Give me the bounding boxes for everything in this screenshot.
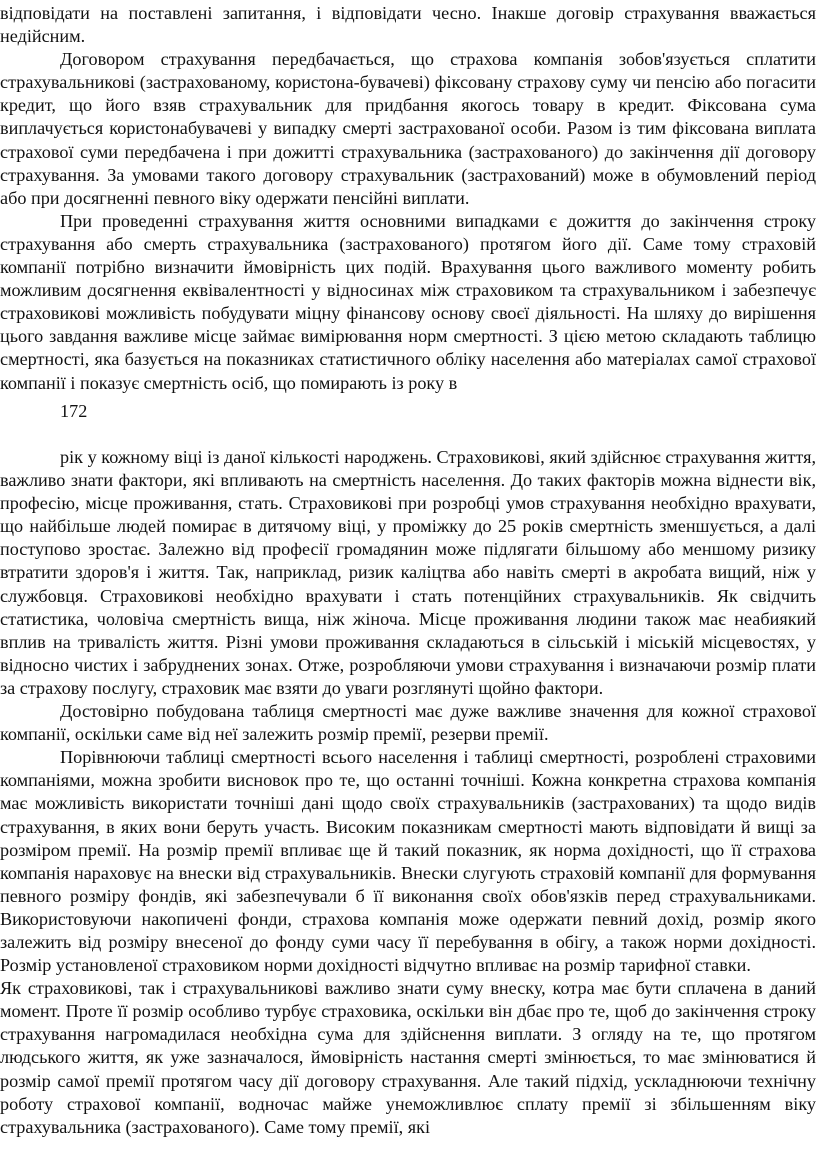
text-block-top	[0, 2, 816, 395]
paragraph: Договором страхування передбачається, що страхова компанія зобов'язується сплатити страхувальникові (застрахованому, користона-бувачеві) фіксовану страхову суму чи пенсію або погасити кредит, що його взяв страхувальник для придбання якогось товару в кредит. Фіксована сума виплачується користонабувачеві у випадку смерті застрахованої особи. Разом із тим фіксована виплата страхової суми передбачена і при дожитті страхувальника (застрахованого) до закінчення дії договору страхування. За умовами такого договору страхувальник (застрахований) може в обумовлений період або при досягненні певного віку одержати пенсійні виплати.	[0, 49, 816, 208]
paragraph: відповідати на поставлені запитання, і відповідати чесно. Інакше договір страхування вважається недійсним.	[0, 3, 816, 47]
text-block-bottom	[0, 446, 816, 1139]
paragraph: рік у кожному віці із даної кількості народжень. Страховикові, який здійснює страхування життя, важливо знати фактори, які впливають на смертність населення. До таких факторів можна віднести вік, професію, місце проживання, стать. Страховикові при розробці умов страхування необхідно врахувати, що найбільше людей помирає в дитячому віці, у проміжку до 25 років смертність зменшується, а далі поступово зростає. Залежно від професії громадянин може підлягати більшому або меншому ризику втратити здоров'я і життя. Так, наприклад, ризик каліцтва або навіть смерті в акробата вищий, ніж у службовця. Страховикові необхідно врахувати і стать потенційних страхувальників. Як свідчить статистика, чоловіча смертність вища, ніж жіноча. Місце проживання людини також має неабиякий вплив на тривалість життя. Різні умови проживання складаються в сільській і міській місцевостях, у відносно чистих і забруднених зонах. Отже, розробляючи умови страхування і визначаючи розмір плати за страхову послугу, страховик має взяти до уваги розглянуті щойно фактори.	[0, 447, 816, 698]
page-number: 172	[60, 401, 88, 421]
paragraph: Порівнюючи таблиці смертності всього населення і таблиці смертності, розроблені страховими компаніями, можна зробити висновок про те, що останні точніші. Кожна конкретна страхова компанія має можливість використати точніші дані щодо своїх страхувальників (застрахованих) та щодо видів страхування, в яких вони беруть участь. Високим показникам смертності мають відповідати й вищі за розміром премії. На розмір премії впливає ще й такий показник, як норма дохідності, що її страхова компанія нараховує на внески від страхувальників. Внески слугують страховій компанії для формування певного розміру фондів, які забезпечували б її виконання своїх обов'язків перед страхувальниками. Використовуючи накопичені фонди, страхова компанія може одержати певний дохід, розмір якого залежить від розміру внесеної до фонду суми часу її перебування в обігу, а також норми дохідності. Розмір установленої страховиком норми дохідності відчутно впливає на розмір тарифної ставки.	[0, 747, 816, 976]
paragraph: Як страховикові, так і страхувальникові важливо знати суму внеску, котра має бути сплачена в даний момент. Проте її розмір особливо турбує страховика, оскільки він дбає про те, щоб до закінчення строку страхування нагромадилася необхідна сума для здійснення виплати. З огляду на те, що протягом людського життя, як уже зазначалося, ймовірність настання смерті змінюється, то має змінюватися й розмір самої премії протягом часу дії договору страхування. Але такий підхід, ускладнюючи технічну роботу страхової компанії, водночас майже унеможливлює сплату премії зі збільшенням віку страхувальника (застрахованого). Саме тому премії, які	[0, 978, 816, 1137]
paragraph: При проведенні страхування життя основними випадками є дожиття до закінчення строку страхування або смерть страхувальника (застрахованого) протягом його дії. Саме тому страховій компанії потрібно визначити ймовірність цих подій. Врахування цього важливого моменту робить можливим досягнення еквівалентності у відносинах між страховиком та страхувальником і забезпечує страховикові можливість побудувати міцну фінансову основу своєї діяльності. На шляху до вирішення цього завдання важливе місце займає вимірювання норм смертності. З цією метою складають таблицю смертності, яка базується на показниках статистичного обліку населення або матеріалах самої страхової компанії і показує смертність осіб, що помирають із року в	[0, 210, 816, 393]
paragraph: Достовірно побудована таблиця смертності має дуже важливе значення для кожної страхової компанії, оскільки саме від неї залежить розмір премії, резерви премії.	[0, 701, 816, 745]
